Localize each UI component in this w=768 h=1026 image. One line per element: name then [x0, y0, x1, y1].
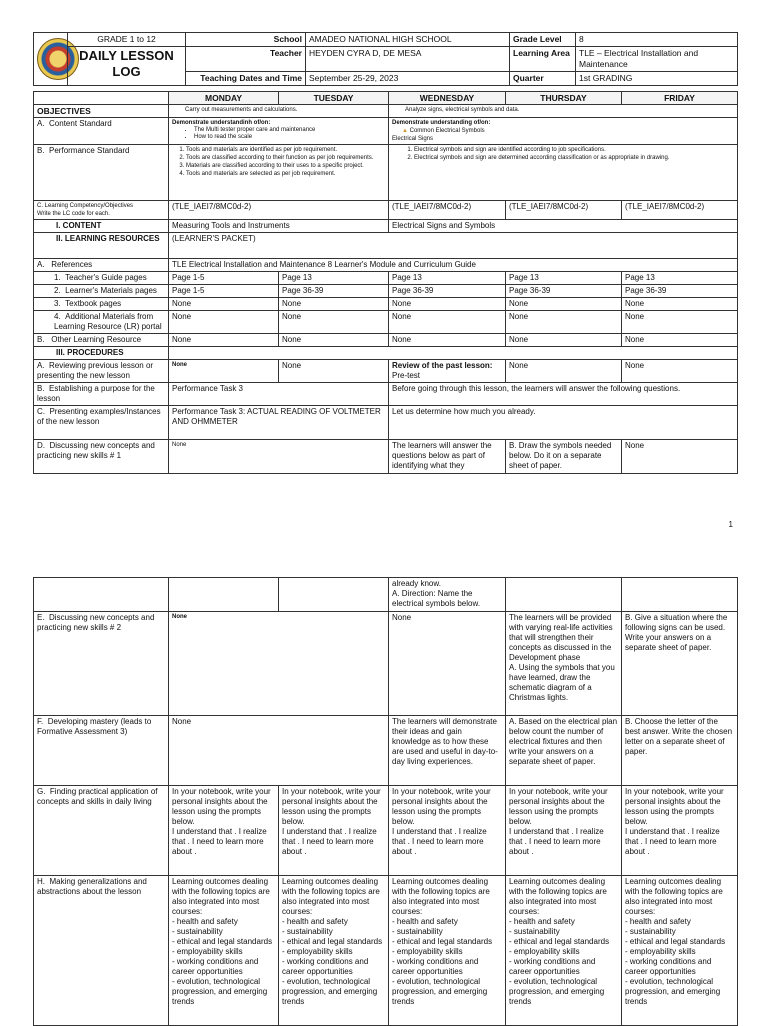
proc-d-text: Discussing new concepts and practicing new skills # 1	[37, 441, 155, 460]
proc-f-text: Developing mastery (leads to Formative Assessment 3)	[37, 717, 152, 736]
proc-b-wed-fri: Before going through this lesson, the learners will answer the following questions.	[389, 383, 738, 406]
competency-sublabel: Write the LC code for each.	[37, 211, 110, 217]
continuation-mon	[169, 578, 279, 612]
proc-b-mon-tue: Performance Task 3	[169, 383, 389, 406]
day-wednesday: WEDNESDAY	[389, 92, 506, 105]
table-cell: None	[169, 334, 279, 347]
content-mon-tue: Measuring Tools and Instruments	[169, 220, 389, 233]
ref-row-num: 4.	[54, 312, 61, 321]
proc-b-letter: B.	[37, 384, 45, 393]
proc-e-letter: E.	[37, 613, 45, 622]
table-cell: Page 1-5	[169, 285, 279, 298]
continuation-fri	[622, 578, 738, 612]
ref-row-num: 2.	[54, 286, 61, 295]
table-cell: None	[169, 311, 279, 334]
competency-mon-tue: (TLE_IAEI7/8MC0d-2)	[169, 201, 389, 220]
dll-title-line1: DAILY LESSON	[79, 48, 174, 63]
proc-f-letter: F.	[37, 717, 44, 726]
table-cell: Page 36-39	[622, 285, 738, 298]
proc-h-tue: Learning outcomes dealing with the following topics are also integrated into most courses: - health and safety - sustainability - ethical and legal standards - employability skills - working conditions and career opportunities - evolution, technological progression, and emerging trends	[279, 876, 389, 1026]
proc-a-tue: None	[279, 360, 389, 383]
proc-e-thu: The learners will be provided with varying real-life activities that will strengthen their concepts as discussed in the Development phase A. Using the symbols that you have learned, draw the schematic diagram of a Christmas lights.	[506, 612, 622, 716]
table-cell: Page 36-39	[389, 285, 506, 298]
lesson-table-page1	[33, 91, 738, 474]
proc-f-thu: A. Based on the electrical plan below count the number of electrical fixtures and then write your answers on a separate sheet of paper.	[506, 716, 622, 786]
content-standard-right-item	[392, 127, 734, 135]
grade-level-value: 8	[576, 33, 738, 47]
dll-title-line2: LOG	[112, 64, 141, 79]
content-standard-left	[169, 118, 389, 145]
content-standard-right-head: Demonstrate understanding of/on:	[392, 120, 491, 126]
table-cell: None	[622, 311, 738, 334]
proc-h-letter: H.	[37, 877, 45, 886]
competency-label-text: C. Learning Competency/Objectives	[37, 203, 134, 209]
logo-cell	[34, 33, 68, 86]
table-cell: None	[389, 311, 506, 334]
references-value: TLE Electrical Installation and Maintenance 8 Learner's Module and Curriculum Guide	[169, 259, 738, 272]
table-cell: None	[389, 298, 506, 311]
proc-e-label	[34, 612, 169, 716]
table-cell: Page 36-39	[506, 285, 622, 298]
content-standard-letter: A.	[37, 119, 45, 128]
quarter-value: 1st GRADING	[576, 72, 738, 86]
ref-row-label	[34, 272, 169, 285]
references-letter: A.	[37, 260, 45, 269]
content-standard-left-head: Demonstrate understandinh of/on:	[172, 120, 271, 126]
proc-g-label	[34, 786, 169, 876]
continuation-label	[34, 578, 169, 612]
proc-f-mon: None	[169, 716, 389, 786]
lesson-table-page2	[33, 577, 738, 1026]
proc-f-fri: B. Choose the letter of the best answer. Write the chosen letter on a separate sheet of paper.	[622, 716, 738, 786]
performance-standard-left-list	[172, 146, 385, 178]
proc-c-text: Presenting examples/Instances of the new lesson	[37, 407, 161, 426]
proc-g-text: Finding practical application of concepts and skills in daily living	[37, 787, 158, 806]
grade-range: GRADE 1 to 12	[68, 33, 186, 47]
table-cell: None	[389, 334, 506, 347]
day-thursday: THURSDAY	[506, 92, 622, 105]
proc-c-mon-tue: Performance Task 3: ACTUAL READING OF VOLTMETER AND OHMMETER	[169, 406, 389, 440]
references-label	[34, 259, 169, 272]
proc-a-fri: None	[622, 360, 738, 383]
proc-b-text: Establishing a purpose for the lesson	[37, 384, 155, 403]
dates-value: September 25-29, 2023	[306, 72, 510, 86]
table-cell: None	[506, 298, 622, 311]
quarter-label: Quarter	[510, 72, 576, 86]
list-item: 2. Electrical symbols and sign are determined according classification or as appropriate in drawing.	[414, 154, 734, 162]
corner-cell	[34, 92, 169, 105]
proc-g-thu: In your notebook, write your personal insights about the lesson using the prompts below. I understand that . I realize that . I need to learn more about .	[506, 786, 622, 876]
proc-h-thu: Learning outcomes dealing with the following topics are also integrated into most courses: - health and safety - sustainability - ethical and legal standards - employability skills - working conditions and career opportunities - evolution, technological progression, and emerging trends	[506, 876, 622, 1026]
content-standard-right-text: Common Electrical Symbols	[409, 128, 485, 134]
performance-standard-right-list	[392, 146, 734, 162]
competency-thu: (TLE_IAEI7/8MC0d-2)	[506, 201, 622, 220]
table-cell: None	[169, 298, 279, 311]
school-value: AMADEO NATIONAL HIGH SCHOOL	[306, 33, 510, 47]
proc-c-label	[34, 406, 169, 440]
proc-e-fri: B. Give a situation where the following signs can be used. Write your answers on a separate sheet of paper.	[622, 612, 738, 716]
proc-h-wed: Learning outcomes dealing with the following topics are also integrated into most courses: - health and safety - sustainability - ethical and legal standards - employability skills - working conditions and career opportunities - evolution, technological progression, and emerging trends	[389, 876, 506, 1026]
proc-g-wed: In your notebook, write your personal insights about the lesson using the prompts below. I understand that . I realize that . I need to learn more about .	[389, 786, 506, 876]
proc-e-text: Discussing new concepts and practicing new skills # 2	[37, 613, 155, 632]
proc-d-fri: None	[622, 440, 738, 474]
proc-a-letter: A.	[37, 361, 45, 370]
ref-row-text: Learner's Materials pages	[65, 286, 157, 295]
continuation-tue	[279, 578, 389, 612]
proc-a-text: Reviewing previous lesson or presenting the new lesson	[37, 361, 154, 380]
content-label: I. CONTENT	[34, 220, 169, 233]
proc-g-letter: G.	[37, 787, 46, 796]
table-cell: Page 13	[279, 272, 389, 285]
objectives-wed-fri: Analyze signs, electrical symbols and data.	[389, 105, 738, 118]
grade-level-label: Grade Level	[510, 33, 576, 47]
table-cell: Page 36-39	[279, 285, 389, 298]
proc-a-thu: None	[506, 360, 622, 383]
resources-value: (LEARNER'S PACKET)	[169, 233, 738, 259]
proc-b-label	[34, 383, 169, 406]
ref-row-label	[34, 298, 169, 311]
procedures-empty	[169, 347, 738, 360]
proc-h-fri: Learning outcomes dealing with the following topics are also integrated into most courses: - health and safety - sustainability - ethical and legal standards - employability skills - working conditions and career opportunities - evolution, technological progression, and emerging trends	[622, 876, 738, 1026]
list-item: 4. Tools and materials are selected as per job requirement.	[186, 170, 385, 178]
page-number: 1	[728, 520, 733, 529]
proc-d-mon: None	[169, 440, 389, 474]
proc-e-wed: None	[389, 612, 506, 716]
teacher-label: Teacher	[186, 47, 306, 72]
list-item: • The Multi tester proper care and maintenance	[194, 127, 385, 134]
other-resource-label	[34, 334, 169, 347]
proc-f-wed: The learners will demonstrate their ideas and gain knowledge as to how these are used and useful in day-to-day living experiences.	[389, 716, 506, 786]
competency-wed: (TLE_IAEI7/8MC0d-2)	[389, 201, 506, 220]
references-text: References	[51, 260, 93, 269]
table-cell: None	[279, 311, 389, 334]
ref-row-label	[34, 311, 169, 334]
table-cell: None	[506, 334, 622, 347]
bullet-icon: ▲	[402, 128, 408, 134]
proc-d-label	[34, 440, 169, 474]
proc-d-thu: B. Draw the symbols needed below. Do it on a separate sheet of paper.	[506, 440, 622, 474]
proc-a-wed-heading: Review of the past lesson:	[392, 361, 493, 370]
list-item: 1. Tools and materials are identified as per job requirement.	[186, 146, 385, 154]
competency-label	[34, 201, 169, 220]
table-cell: None	[279, 298, 389, 311]
school-label: School	[186, 33, 306, 47]
competency-fri: (TLE_IAEI7/8MC0d-2)	[622, 201, 738, 220]
learning-area-value: TLE – Electrical Installation and Maintenance	[576, 47, 738, 72]
list-item: • How to read the scale	[194, 134, 385, 141]
list-item: 2. Tools are classified according to their function as per job requirements.	[186, 154, 385, 162]
content-standard-text: Content Standard	[49, 119, 112, 128]
proc-a-label	[34, 360, 169, 383]
table-cell: None	[622, 334, 738, 347]
header-table	[33, 32, 738, 86]
ref-row-text: Textbook pages	[65, 299, 122, 308]
teacher-value: HEYDEN CYRA D, DE MESA	[306, 47, 510, 72]
proc-c-wed-fri: Let us determine how much you already.	[389, 406, 738, 440]
ref-row-num: 1.	[54, 273, 61, 282]
performance-standard-text: Performance Standard	[49, 146, 130, 155]
content-standard-label	[34, 118, 169, 145]
proc-c-letter: C.	[37, 407, 45, 416]
proc-h-text: Making generalizations and abstractions about the lesson	[37, 877, 147, 896]
proc-h-mon: Learning outcomes dealing with the following topics are also integrated into most courses: - health and safety - sustainability - ethical and legal standards - employability skills - working conditions and career opportunities - evolution, technological progression, and emerging trends	[169, 876, 279, 1026]
proc-a-wed-text: Pre-test	[392, 371, 421, 380]
ref-row-num: 3.	[54, 299, 61, 308]
other-resource-text: Other Learning Resource	[51, 335, 142, 344]
table-cell: Page 13	[622, 272, 738, 285]
continuation-thu	[506, 578, 622, 612]
ref-row-text: Additional Materials from Learning Resource (LR) portal	[54, 312, 162, 331]
objectives-mon-tue: Carry out measurements and calculations.	[169, 105, 389, 118]
content-wed-fri: Electrical Signs and Symbols	[389, 220, 738, 233]
other-resource-letter: B.	[37, 335, 45, 344]
learning-area-label: Learning Area	[510, 47, 576, 72]
resources-label: II. LEARNING RESOURCES	[34, 233, 169, 259]
table-cell: None	[506, 311, 622, 334]
proc-h-label	[34, 876, 169, 1026]
dll-title	[68, 47, 186, 86]
content-standard-right-item2: Electrical Signs	[392, 136, 434, 142]
performance-standard-left	[169, 145, 389, 201]
proc-f-label	[34, 716, 169, 786]
objectives-label: OBJECTIVES	[34, 105, 169, 118]
list-item: 1. Electrical symbols and sign are identified according to job specifications.	[414, 146, 734, 154]
content-standard-left-list	[172, 127, 385, 141]
list-item: 3. Materials are classified according to their uses to a specific project.	[186, 162, 385, 170]
dates-label: Teaching Dates and Time	[186, 72, 306, 86]
ref-row-text: Teacher's Guide pages	[65, 273, 147, 282]
day-friday: FRIDAY	[622, 92, 738, 105]
proc-g-fri: In your notebook, write your personal insights about the lesson using the prompts below. I understand that . I realize that . I need to learn more about .	[622, 786, 738, 876]
proc-d-wed: The learners will answer the questions below as part of identifying what they	[389, 440, 506, 474]
content-standard-right	[389, 118, 738, 145]
proc-e-mon: None	[169, 612, 389, 716]
table-cell: Page 13	[389, 272, 506, 285]
day-tuesday: TUESDAY	[279, 92, 389, 105]
proc-d-letter: D.	[37, 441, 45, 450]
procedures-label: III. PROCEDURES	[34, 347, 169, 360]
day-monday: MONDAY	[169, 92, 279, 105]
performance-standard-letter: B.	[37, 146, 45, 155]
performance-standard-label	[34, 145, 169, 201]
proc-a-wed	[389, 360, 506, 383]
table-cell: Page 1-5	[169, 272, 279, 285]
performance-standard-right	[389, 145, 738, 201]
continuation-wed: already know. A. Direction: Name the electrical symbols below.	[389, 578, 506, 612]
table-cell: None	[279, 334, 389, 347]
table-cell: Page 13	[506, 272, 622, 285]
proc-g-mon: In your notebook, write your personal insights about the lesson using the prompts below. I understand that . I realize that . I need to learn more about .	[169, 786, 279, 876]
ref-row-label	[34, 285, 169, 298]
proc-g-tue: In your notebook, write your personal insights about the lesson using the prompts below. I understand that . I realize that . I need to learn more about .	[279, 786, 389, 876]
proc-a-mon: None	[169, 360, 279, 383]
table-cell: None	[622, 298, 738, 311]
